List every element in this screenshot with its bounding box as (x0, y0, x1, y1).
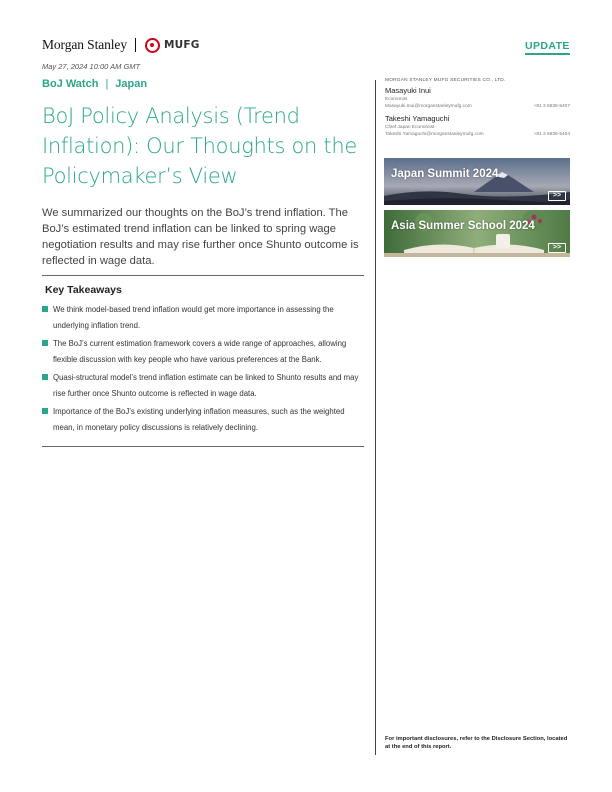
author-phone: +81 3 6836-5407 (533, 104, 570, 109)
breadcrumb-separator: | (105, 78, 109, 90)
region-link[interactable]: Japan (115, 78, 148, 90)
author-contact (385, 132, 570, 137)
author-phone: +81 3 6836-5404 (533, 132, 570, 137)
morgan-stanley-logo: Morgan Stanley (42, 37, 127, 52)
key-takeaways-list (42, 302, 364, 435)
arrow-forward-icon[interactable]: >> (548, 191, 566, 201)
list-item (42, 336, 364, 367)
mufg-logo-text: MUFG (163, 39, 200, 51)
brand-header (42, 37, 200, 53)
key-takeaways-heading: Key Takeaways (45, 284, 122, 296)
list-item (42, 370, 364, 401)
disclosure-note: For important disclosures, refer to the Disclosure Section, located at the end of this report. (385, 736, 568, 750)
author-contact (385, 104, 570, 109)
takeaway-text: We think model-based trend inflation would get more importance in assessing the underlying inflation trend. (53, 305, 334, 330)
author-card (385, 114, 570, 137)
mufg-logo (145, 38, 200, 53)
mountain-landscape-image (384, 158, 570, 205)
bullet-square-icon (42, 374, 48, 380)
list-item (42, 302, 364, 333)
author-email[interactable]: Masayuki.Inui@morganstanleymufg.com (385, 104, 472, 109)
japan-summit-banner[interactable] (384, 158, 570, 205)
takeaway-text: Importance of the BoJ’s existing underlying inflation measures, such as the weighted mean, in monetary policy discussions is relatively declining. (53, 407, 345, 432)
takeaway-text: Quasi-structural model’s trend inflation estimate can be linked to Shunto results and may rise further once Shunto outcome is reflected in wage data. (53, 373, 359, 398)
author-sidebar (385, 78, 570, 142)
list-item (42, 404, 364, 435)
arrow-forward-icon[interactable]: >> (548, 243, 566, 253)
author-role: Chief Japan Economist (385, 125, 435, 130)
divider-top (42, 275, 364, 276)
book-and-coffee-image (384, 210, 570, 257)
bullet-square-icon (42, 306, 48, 312)
bullet-square-icon (42, 340, 48, 346)
banner-label: Japan Summit 2024 (391, 168, 499, 180)
column-divider (375, 80, 376, 755)
author-email[interactable]: Takeshi.Yamaguchi@morganstanleymufg.com (385, 132, 484, 137)
report-title: BoJ Policy Analysis (Trend Inflation): Our Thoughts on the Policymaker’s View (42, 104, 357, 188)
asia-summer-school-banner[interactable] (384, 210, 570, 257)
logo-divider (135, 38, 136, 52)
report-summary: We summarized our thoughts on the BoJ’s trend inflation. The BoJ’s estimated trend inflation can be linked to spring wage negotiation results and may rise further once Shunto outcome is reflected in wage data. (42, 207, 359, 267)
series-link[interactable]: BoJ Watch (42, 78, 99, 90)
author-name: Masayuki Inui (385, 86, 431, 95)
bullet-square-icon (42, 408, 48, 414)
series-breadcrumb (42, 78, 147, 90)
update-badge: UPDATE (525, 40, 570, 55)
author-card (385, 86, 570, 109)
banner-label: Asia Summer School 2024 (391, 220, 535, 232)
author-name: Takeshi Yamaguchi (385, 114, 450, 123)
divider-bottom (42, 446, 364, 447)
author-role: Economist (385, 97, 408, 102)
publish-date: May 27, 2024 10:00 AM GMT (42, 62, 141, 71)
firm-name: MORGAN STANLEY MUFG SECURITIES CO., LTD. (385, 78, 506, 83)
mufg-logo-icon (145, 38, 160, 53)
takeaway-text: The BoJ’s current estimation framework covers a wide range of approaches, allowing flexible discussion with key people who have various preferences at the Bank. (53, 339, 347, 364)
